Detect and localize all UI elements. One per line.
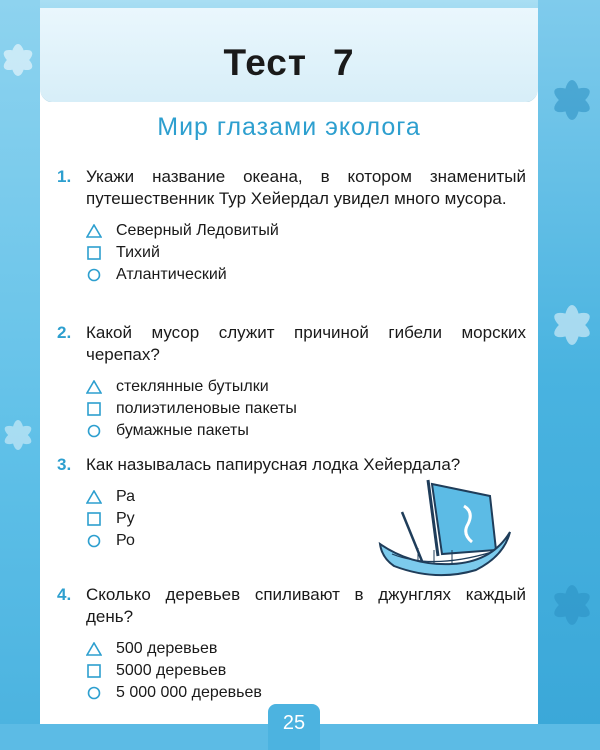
question-text: Сколько деревьев спиливают в джунглях каждый день? <box>86 585 526 626</box>
triangle-icon[interactable] <box>86 380 106 394</box>
triangle-icon[interactable] <box>86 224 106 238</box>
answer-option-label: Тихий <box>116 244 160 261</box>
answer-option-label: полиэтиленовые пакеты <box>116 400 297 417</box>
answer-option[interactable] <box>86 420 526 442</box>
answer-option[interactable] <box>86 660 526 682</box>
answer-options <box>86 638 526 704</box>
square-icon[interactable] <box>86 246 106 260</box>
answer-option-label: 5000 деревьев <box>116 662 227 679</box>
test-subtitle: Мир глазами эколога <box>157 113 421 141</box>
question-2 <box>57 322 526 442</box>
answer-option[interactable] <box>86 376 526 398</box>
question-number: 2. <box>57 323 72 342</box>
answer-option-label: бумажные пакеты <box>116 422 249 439</box>
answer-option-label: Ро <box>116 532 135 549</box>
circle-icon[interactable] <box>86 534 106 548</box>
answer-option[interactable] <box>86 638 526 660</box>
flower-decoration-icon <box>0 400 40 470</box>
answer-option-label: Ра <box>116 488 136 505</box>
triangle-icon[interactable] <box>86 642 106 656</box>
page-title <box>40 42 538 84</box>
flower-decoration-icon <box>0 30 40 90</box>
question-number: 3. <box>57 455 72 474</box>
triangle-icon[interactable] <box>86 490 106 504</box>
answer-option[interactable] <box>86 264 526 286</box>
test-number: 7 <box>332 42 355 83</box>
answer-option[interactable] <box>86 682 526 704</box>
circle-icon[interactable] <box>86 424 106 438</box>
answer-option[interactable] <box>86 398 526 420</box>
answer-option[interactable] <box>86 220 526 242</box>
test-word: Тест <box>223 42 307 83</box>
square-icon[interactable] <box>86 402 106 416</box>
answer-option-label: 500 деревьев <box>116 640 218 657</box>
question-text: Укажи название океана, в котором знаменитый путешественник Тур Хейердал увидел много мусора. <box>86 167 526 208</box>
circle-icon[interactable] <box>86 268 106 282</box>
question-4 <box>57 584 526 704</box>
flower-decoration-icon <box>542 280 600 370</box>
page-number: 25 <box>282 712 306 734</box>
answer-option-label: Атлантический <box>116 266 227 283</box>
answer-option[interactable] <box>86 242 526 264</box>
flower-decoration-icon <box>540 60 600 140</box>
answer-option-label: Северный Ледовитый <box>116 222 279 239</box>
question-number: 4. <box>57 585 72 604</box>
answer-option-label: 5 000 000 деревьев <box>116 684 262 701</box>
circle-icon[interactable] <box>86 686 106 700</box>
flower-decoration-icon <box>540 560 600 650</box>
question-number: 1. <box>57 167 72 186</box>
question-text: Какой мусор служит причиной гибели морских черепах? <box>86 323 526 364</box>
page-frame-left <box>0 0 40 750</box>
question-1 <box>57 166 526 286</box>
question-text: Как называлась папирусная лодка Хейердала? <box>86 455 461 474</box>
answer-options <box>86 220 526 286</box>
answer-option-label: Ру <box>116 510 135 527</box>
square-icon[interactable] <box>86 512 106 526</box>
papyrus-boat-illustration-icon <box>372 470 512 580</box>
answer-option-label: стеклянные бутылки <box>116 378 269 395</box>
square-icon[interactable] <box>86 664 106 678</box>
answer-options <box>86 376 526 442</box>
